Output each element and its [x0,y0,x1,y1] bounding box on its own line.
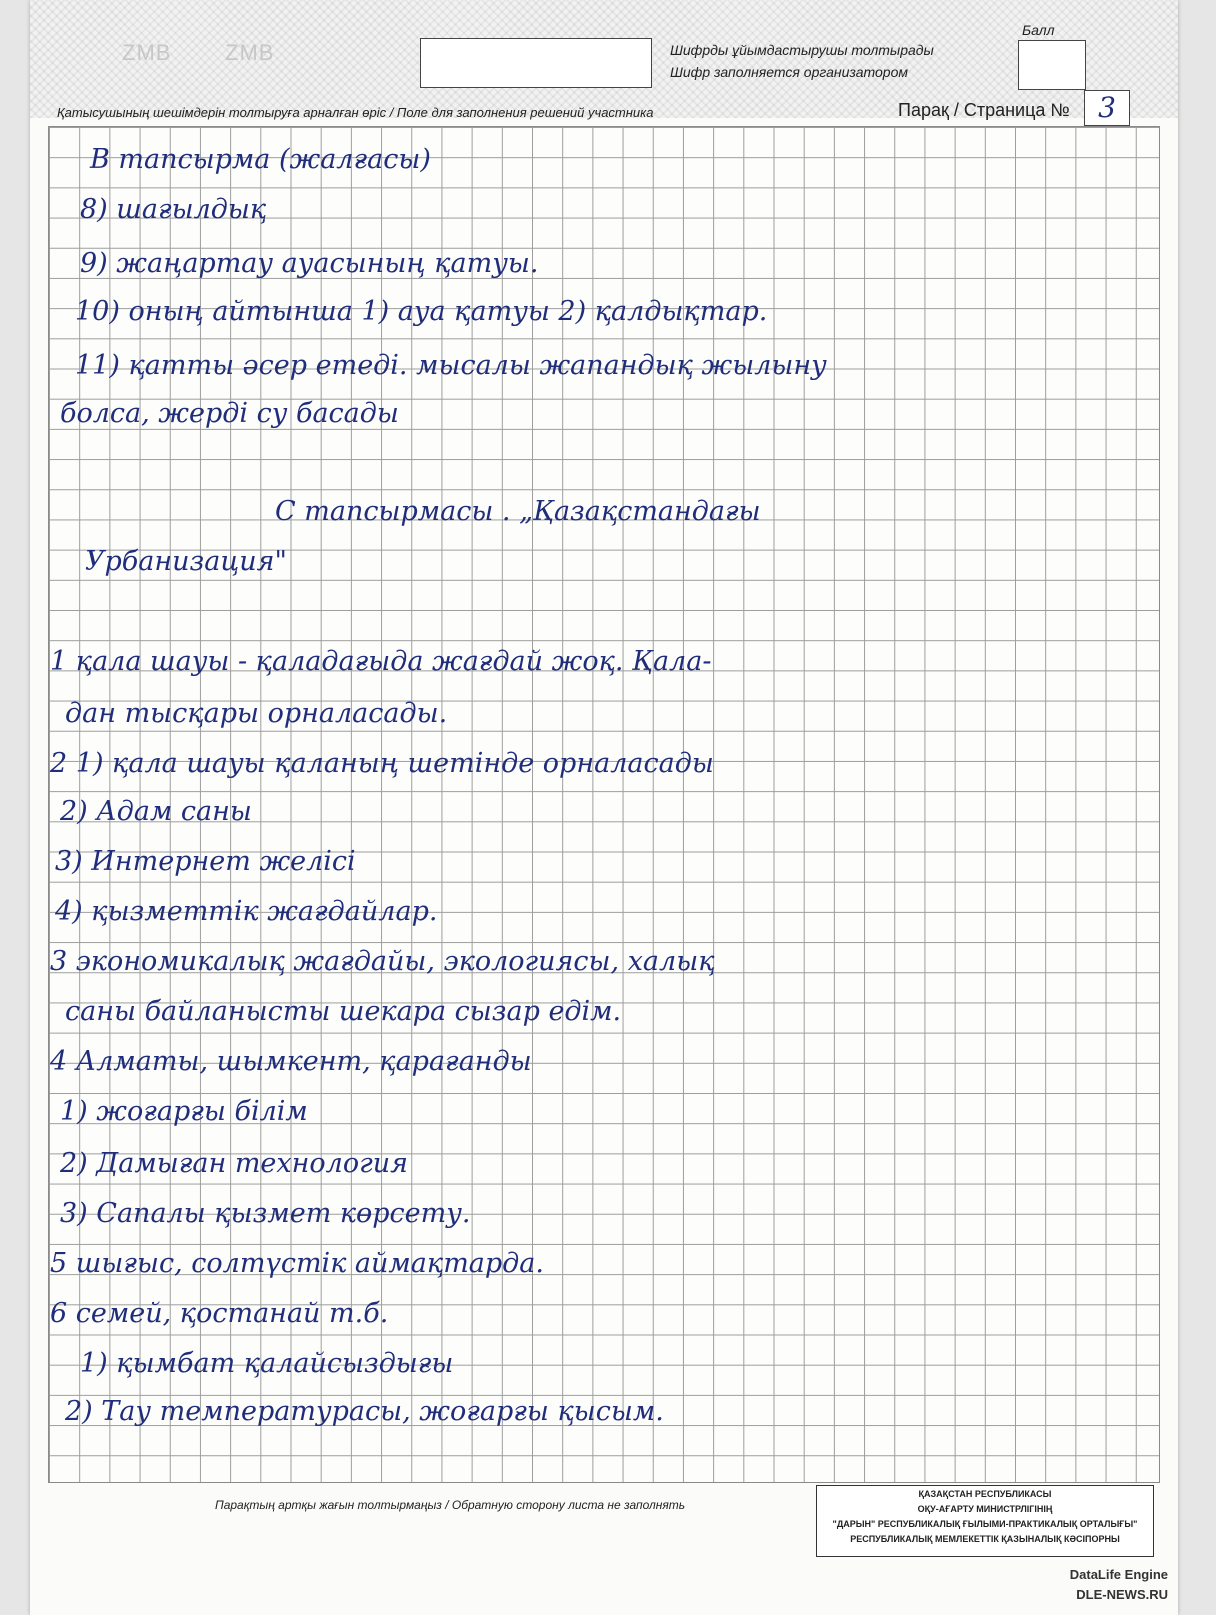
handwritten-line: 3) Интернет желісі [55,846,356,877]
page-number: 3 [1098,91,1116,124]
stamp-line: "ДАРЫН" РЕСПУБЛИКАЛЫҚ ҒЫЛЫМИ-ПРАКТИКАЛЫҚ ОРТАЛЫҒЫ" [832,1519,1138,1529]
handwritten-line: 4) қызметтік жағдайлар. [55,896,438,927]
watermark-line-1: DataLife Engine [1069,1567,1168,1582]
handwritten-line: саны байланысты шекара сызар едім. [65,996,622,1027]
cipher-box [420,38,652,88]
answer-sheet [30,0,1178,1615]
handwritten-line: 3 экономикалық жағдайы, экологиясы, халық [50,946,715,977]
handwritten-line: 4 Алматы, шымкент, қарағанды [50,1046,532,1077]
handwritten-line: 9) жаңартау ауасының қатуы. [80,248,539,279]
handwritten-line: 2 1) қала шауы қаланың шетінде орналасады [50,748,714,779]
handwritten-line: болса, жерді су басады [60,398,399,429]
zmb-mark: ZMB [122,40,172,65]
handwritten-line: 8) шағылдық [80,194,267,225]
answer-field-label: Қатысушының шешімдерін толтыруға арналған өріс / Поле для заполнения решений участника [57,105,654,120]
watermark-line-2: DLE-NEWS.RU [1076,1587,1168,1602]
handwritten-line: 11) қатты әсер етеді. мысалы жапандық жылыну [75,350,827,381]
score-box [1018,40,1086,90]
handwritten-line: 1 қала шауы - қаладағыда жағдай жоқ. Қала- [50,646,712,677]
handwritten-line: Урбанизация" [85,546,287,577]
handwritten-line: дан тысқары орналасады. [65,698,448,729]
cipher-label-ru: Шифр заполняется организатором [670,64,908,80]
handwritten-line: 2) Тау температурасы, жоғарғы қысым. [65,1396,664,1427]
handwritten-line: 1) қымбат қалайсыздығы [80,1348,454,1379]
handwritten-line: B тапсырма (жалғасы) [90,144,431,175]
handwritten-line: 2) Адам саны [60,796,252,827]
stamp-line: РЕСПУБЛИКАЛЫҚ МЕМЛЕКЕТТІК ҚАЗЫНАЛЫҚ КӘСІПОРНЫ [850,1534,1120,1544]
handwritten-line: 3) Сапалы қызмет көрсету. [60,1198,471,1229]
stamp-line: ОҚУ-АҒАРТУ МИНИСТРЛІГІНІҢ [917,1504,1053,1514]
issuer-stamp [816,1485,1154,1557]
footer-note: Парақтың артқы жағын толтырмаңыз / Обратную сторону листа не заполнять [215,1498,686,1512]
handwritten-line: 5 шығыс, солтүстік аймақтарда. [50,1248,544,1279]
handwritten-line: 10) оның айтынша 1) ауа қатуы 2) қалдықтар. [75,296,768,327]
stamp-line: ҚАЗАҚСТАН РЕСПУБЛИКАСЫ [918,1489,1052,1499]
handwritten-line: С тапсырмасы . „Қазақстандағы [275,496,761,527]
page-label: Парақ / Страница № [898,100,1070,120]
cipher-label-kz: Шифрды ұйымдастырушы толтырады [670,42,934,58]
handwritten-line: 2) Дамыған технология [60,1148,409,1179]
handwritten-line: 6 семей, қостанай т.б. [50,1298,389,1329]
page-number-box [1084,90,1130,126]
handwritten-line: 1) жоғарғы білім [60,1096,308,1127]
score-label: Балл [1022,22,1055,38]
zmb-mark: ZMB [225,40,275,65]
